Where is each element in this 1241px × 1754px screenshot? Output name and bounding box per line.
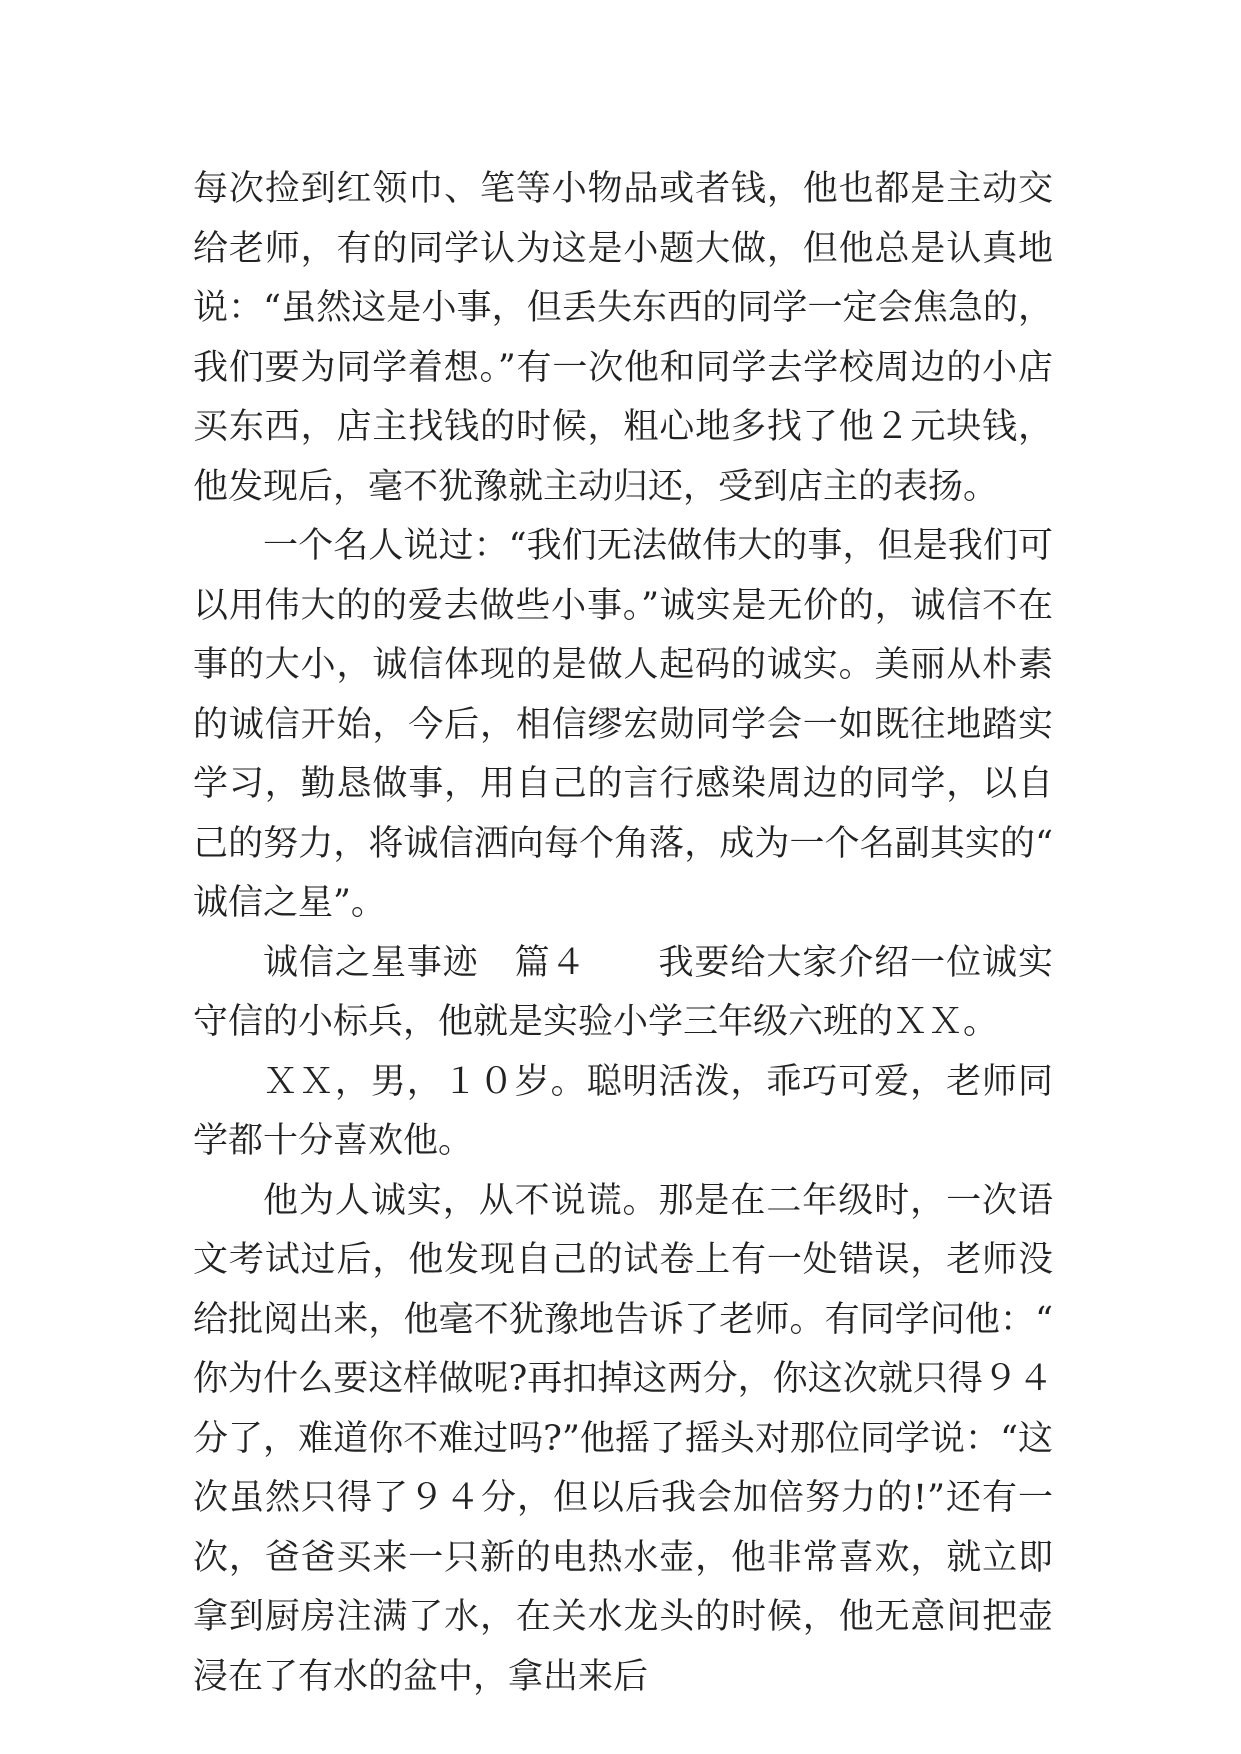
paragraph-1: 每次捡到红领巾、笔等小物品或者钱，他也都是主动交给老师，有的同学认为这是小题大做，但他总是认真地说：“虽然这是小事，但丢失东西的同学一定会焦急的，我们要为同学着想。”有一次他和同学去学校周边的小店买东西，店主找钱的时候，粗心地多找了他２元块钱，他发现后，毫不犹豫就主动归还，受到店主的表扬。: [193, 169, 1053, 507]
body-text: [193, 160, 1053, 1707]
paragraph-5: 他为人诚实，从不说谎。那是在二年级时，一次语文考试过后，他发现自己的试卷上有一处错误，老师没给批阅出来，他毫不犹豫地告诉了老师。有同学问他：“你为什么要这样做呢?再扣掉这两分，你这次就只得９４分了，难道你不难过吗?”他摇了摇头对那位同学说：“这次虽然只得了９４分，但以后我会加倍努力的!”还有一次，爸爸买来一只新的电热水壶，他非常喜欢，就立即拿到厨房注满了水，在关水龙头的时候，他无意间把壶浸在了有水的盆中，拿出来后: [193, 1180, 1053, 1697]
paragraph-2: 一个名人说过：“我们无法做伟大的事，但是我们可以用伟大的的爱去做些小事。”诚实是无价的，诚信不在事的大小，诚信体现的是做人起码的诚实。美丽从朴素的诚信开始，今后，相信缪宏勋同学会一如既往地踏实学习，勤恳做事，用自己的言行感染周边的同学，以自己的努力，将诚信洒向每个角落，成为一个名副其实的“诚信之星”。: [193, 526, 1053, 923]
paragraph-4: ＸＸ，男，１０岁。聪明活泼，乖巧可爱，老师同学都十分喜欢他。: [193, 1061, 1053, 1161]
paragraph-3-section-heading: 诚信之星事迹 篇４ 我要给大家介绍一位诚实守信的小标兵，他就是实验小学三年级六班的ＸＸ。: [193, 942, 1053, 1042]
